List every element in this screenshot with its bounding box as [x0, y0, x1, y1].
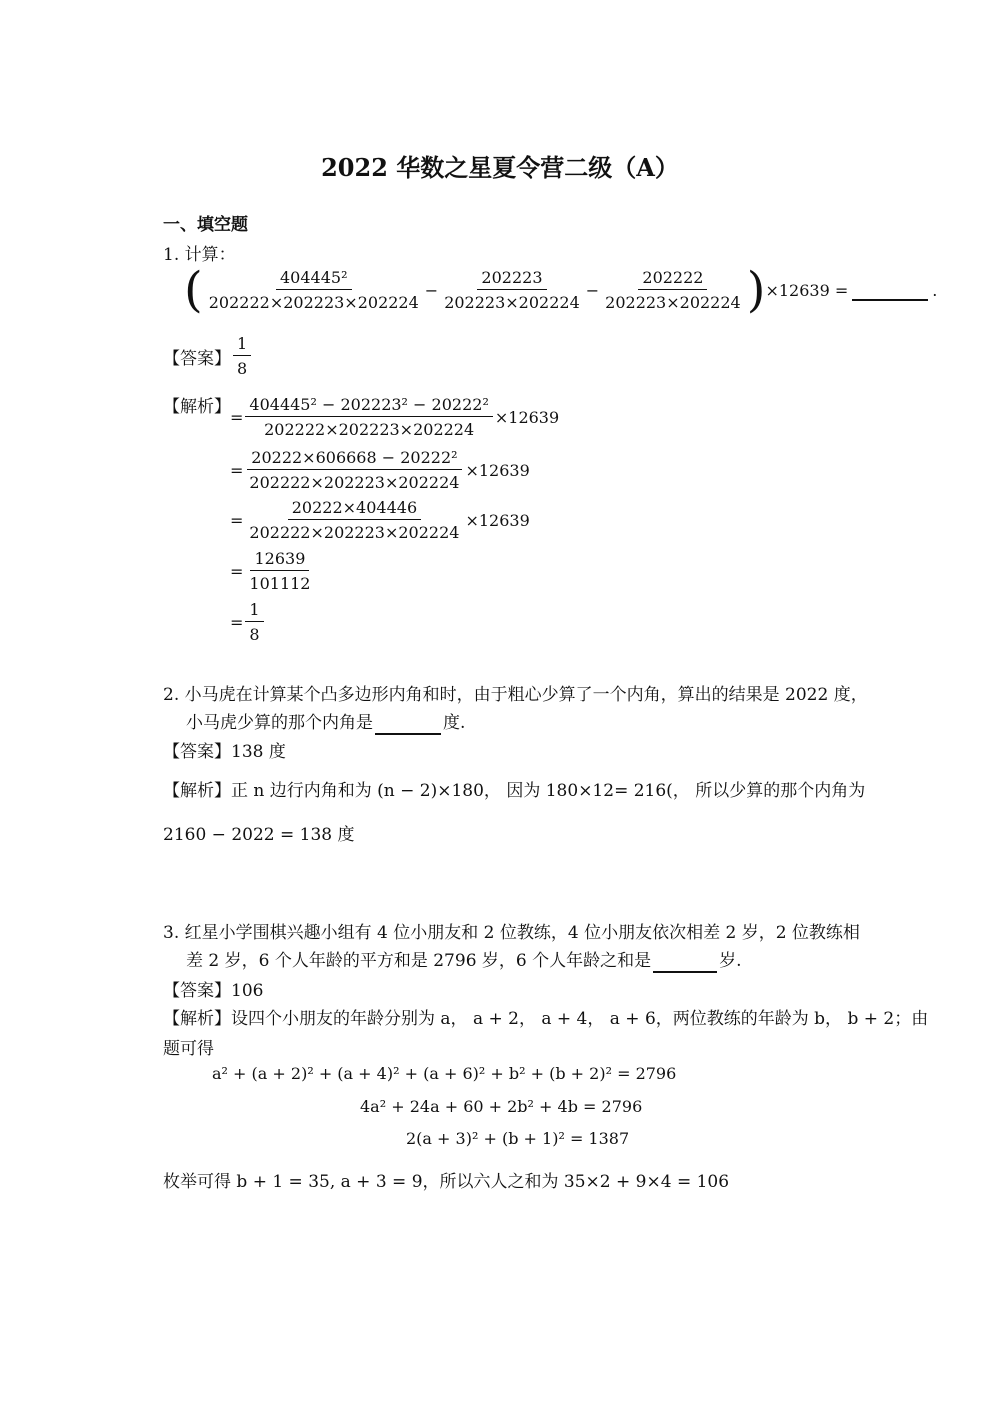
q2-text-line2-b: 度.	[443, 713, 466, 733]
q3-equation-3: 2(a + 3)² + (b + 1)² = 1387	[406, 1129, 630, 1148]
step-tail: ×12639	[465, 460, 530, 480]
q2-solution-line2: 2160 − 2022 = 138 度	[163, 825, 355, 845]
page-title: 2022 华数之星夏令营二级（A）	[321, 153, 679, 182]
q3-equation-2: 4a² + 24a + 60 + 2b² + 4b = 2796	[360, 1097, 643, 1116]
q3-text-line1: 3. 红星小学围棋兴趣小组有 4 位小朋友和 2 位教练，4 位小朋友依次相差 2 岁，2 位教练相	[163, 923, 860, 943]
section-heading: 一、填空题	[163, 215, 248, 235]
minus-sign: −	[585, 280, 600, 300]
q3-answer: 【答案】106	[163, 981, 264, 1001]
q1-fraction-1	[205, 268, 423, 312]
q2-text-line2	[186, 708, 465, 735]
fraction-numerator: 202223	[477, 268, 546, 290]
fraction-denominator: 202222×202223×202224	[249, 523, 460, 542]
step-fraction	[245, 549, 314, 593]
q3-solution-line2: 题可得	[163, 1039, 214, 1059]
q1-solution-label: 【解析】	[163, 397, 231, 417]
fraction-denominator: 202222×202223×202224	[249, 473, 460, 492]
equals-sign: =	[230, 612, 244, 632]
step-tail: ×12639	[465, 510, 530, 530]
fraction-denominator: 8	[249, 625, 260, 644]
fraction-denominator: 202223×202224	[444, 293, 580, 312]
left-paren: (	[184, 262, 203, 318]
q3-conclusion: 枚举可得 b + 1 = 35, a + 3 = 9，所以六人之和为 35×2 + 9×4 = 106	[163, 1172, 730, 1192]
right-paren: )	[746, 262, 766, 318]
q3-text-line2	[186, 946, 742, 973]
q3-text-line2-b: 岁.	[719, 951, 742, 971]
fraction-numerator: 12639	[250, 549, 309, 571]
step-fraction	[245, 448, 463, 492]
q3-equation-1: a² + (a + 2)² + (a + 4)² + (a + 6)² + b² + (b + 2)² = 2796	[212, 1064, 677, 1083]
q3-text-line2-a: 差 2 岁，6 个人年龄的平方和是 2796 岁，6 个人年龄之和是	[186, 951, 652, 971]
q1-answer	[163, 334, 253, 378]
q1-step-1	[230, 395, 559, 439]
q1-label: 1. 计算：	[163, 245, 236, 265]
q1-step-4	[230, 549, 316, 593]
q1-answer-fraction	[233, 334, 251, 378]
q3-answer-blank	[653, 951, 717, 973]
q2-solution-line1: 【解析】正 n 边行内角和为 (n − 2)×180， 因为 180×12= 216(， 所以少算的那个内角为	[163, 781, 866, 801]
q1-step-2	[230, 448, 530, 492]
q1-expression	[184, 262, 938, 318]
fraction-numerator: 1	[245, 600, 263, 622]
q1-answer-blank	[852, 280, 928, 301]
q2-answer: 【答案】138 度	[163, 742, 286, 762]
q2-answer-blank	[375, 713, 441, 735]
q1-fraction-2	[440, 268, 584, 312]
equals-sign: =	[230, 561, 244, 581]
equals-sign: =	[230, 460, 244, 480]
q2-text-line2-a: 小马虎少算的那个内角是	[186, 713, 373, 733]
fraction-numerator: 1	[233, 334, 251, 356]
equals-sign: =	[230, 407, 244, 427]
step-tail: ×12639	[494, 407, 560, 427]
fraction-numerator: 404445² − 202223² − 20222²	[245, 395, 492, 417]
q3-solution-line1: 【解析】设四个小朋友的年龄分别为 a， a + 2， a + 4， a + 6，两位教练的年龄为 b， b + 2；由	[163, 1009, 929, 1029]
q1-fraction-3	[601, 268, 745, 312]
q1-multiplier: ×12639 =	[765, 280, 849, 300]
minus-sign: −	[424, 280, 439, 300]
fraction-numerator: 20222×404446	[288, 498, 421, 520]
fraction-denominator: 8	[237, 359, 248, 378]
fraction-numerator: 202222	[638, 268, 707, 290]
q2-text-line1: 2. 小马虎在计算某个凸多边形内角和时，由于粗心少算了一个内角，算出的结果是 2022 度，	[163, 685, 868, 705]
answer-label: 【答案】	[163, 348, 231, 369]
fraction-denominator: 202222×202223×202224	[208, 293, 419, 312]
fraction-numerator: 20222×606668 − 20222²	[247, 448, 461, 470]
fraction-denominator: 101112	[249, 574, 311, 593]
fraction-denominator: 202223×202224	[605, 293, 741, 312]
fraction-denominator: 202222×202223×202224	[264, 420, 475, 439]
step-fraction	[245, 600, 263, 644]
step-fraction	[245, 395, 492, 439]
step-fraction	[245, 498, 463, 542]
q1-step-3	[230, 498, 530, 542]
fraction-numerator: 404445²	[276, 268, 352, 290]
equals-sign: =	[230, 510, 244, 530]
q1-end: .	[932, 280, 938, 300]
q1-step-5	[230, 600, 266, 644]
